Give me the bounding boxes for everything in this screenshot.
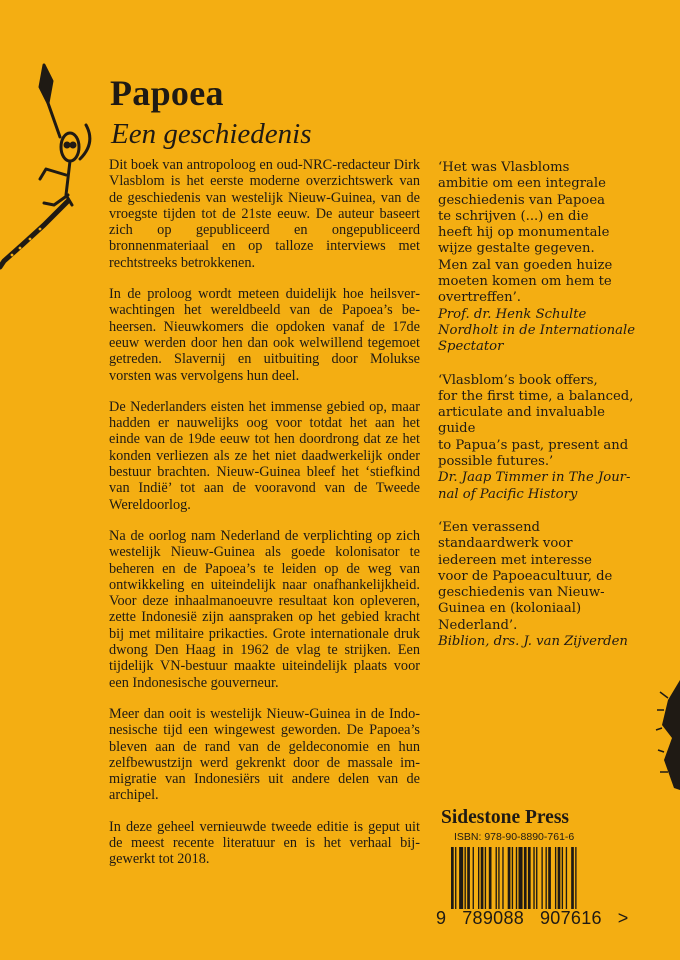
quote-source: Biblion, drs. J. van Zijverden (438, 634, 628, 650)
quote-source: Dr. Jaap Timmer in The Jour- (438, 470, 631, 486)
review-quotes (438, 160, 638, 667)
quote-line: ambitie om een integrale (438, 176, 606, 192)
publisher-name: Sidestone Press (441, 807, 570, 828)
blurb-paragraph: De Nederlanders eisten het immense gebied op, maar hadden er nauwelijks oog voor totdat het aan het einde van de 19de eeuw tot hen doordrong dat ze het konden verliezen als ze het niet daadwerkelijk onder bestuur brachten. Nieuw-Guinea bleef het ‘stiefkind van Indië’ tot aan de vooravond van de Tweede Wereldoorlog. (109, 398, 420, 513)
quote-line: ‘Een verassend (438, 519, 541, 535)
quote-line: geschiedenis van Papoea (438, 192, 606, 208)
book-subtitle: Een geschiedenis (111, 118, 312, 150)
review-quote (438, 520, 638, 650)
quote-line: te schrijven (...) en die (438, 208, 589, 224)
quote-source: nal of Pacific History (438, 486, 578, 502)
review-quote (438, 373, 638, 503)
quote-line: voor de Papoeacultuur, de (438, 568, 613, 584)
quote-line: for the first time, a balanced, (438, 388, 634, 404)
quote-line: ‘Vlasblom’s book offers, (438, 372, 598, 388)
quote-line: Nederland’. (438, 617, 518, 633)
quote-line: overtreffen’. (438, 290, 521, 306)
blurb-paragraph: In deze geheel vernieuwde tweede editie is geput uit de meest recente literatuur en is het verhaal bijgewerkt tot 2018. (109, 818, 420, 868)
barcode-digits: 9 789088 907616 > (436, 908, 629, 928)
barcode-icon (451, 847, 613, 909)
isbn-label: ISBN: 978-90-8890-761-6 (454, 831, 575, 843)
quote-source: Nordholt in de Internationale (438, 322, 636, 338)
blurb-column (109, 157, 420, 883)
quote-line: moeten komen om hem te (438, 274, 612, 290)
quote-line: Guinea en (koloniaal) (438, 601, 582, 617)
quote-line: possible futures.’ (438, 454, 554, 470)
quote-line: articulate and invaluable guide (438, 405, 605, 437)
blurb-paragraph: Dit boek van antropoloog en oud-NRC-redacteur Dirk Vlasblom is het eerste moderne overzichtswerk van de geschiedenis van westelijk Nieuw-Guinea, van de vroegste tijden tot de 21ste eeuw. De auteur baseert zich op gepubliceerd en ongepubliceerd bronnenmateriaal en op talloze interviews met rechtstreeks betrokkenen. (109, 157, 420, 271)
quote-source: Prof. dr. Henk Schulte (438, 306, 587, 322)
quote-line: standaardwerk voor (438, 536, 573, 552)
quote-line: to Papua’s past, present and (438, 437, 629, 453)
review-quote (438, 160, 638, 356)
lizard-figure-icon (0, 55, 110, 275)
blurb-paragraph: In de proloog wordt meteen duidelijk hoe heilsverwachtingen het wereldbeeld van de Papoea’s beheersen. Nieuwkomers die opdoken vanaf de 17de eeuw werden door hen dan ook welwillend tegemoet getreden. Slavernij en uitbuiting door Molukse vorsten was vervolgens hun deel. (109, 286, 420, 384)
figure-fragment-icon (654, 680, 680, 790)
quote-source: Spectator (438, 339, 504, 355)
blurb-paragraph: Meer dan ooit is westelijk Nieuw-Guinea in de Indonesische tijd een wingewest geworden. De Papoea’s bleven aan de rand van de geldeconomie en hun zelfbewustzijn werd gekrenkt door de massale immigratie van Indonesiërs uit andere delen van de archipel. (109, 705, 420, 804)
book-title: Papoea (110, 73, 224, 113)
blurb-paragraph: Na de oorlog nam Nederland de verplichting op zich westelijk Nieuw-Guinea als goede kolonisator te beheren en de Papoea’s te leiden op de weg van ontwikkeling en uiteindelijk naar onafhankelijkheid. Voor deze inhaalmanoeuvre resultaat kon opleveren, zette Indonesië zijn aanspraken op het gebied kracht bij met militaire prikacties. Grote internationale druk dwong Den Haag in 1962 de vlag te strijken. Een tijdelijk VN-bestuur maakte uiteindelijk plaats voor een Indonesische gouverneur. (109, 527, 420, 691)
quote-line: heeft hij op monumentale (438, 225, 610, 241)
quote-line: Men zal van goeden huize (438, 257, 613, 273)
quote-line: ‘Het was Vlasbloms (438, 160, 570, 175)
quote-line: geschiedenis van Nieuw- (438, 585, 605, 601)
quote-line: wijze gestalte gegeven. (438, 241, 595, 257)
quote-line: iedereen met interesse (438, 552, 592, 568)
